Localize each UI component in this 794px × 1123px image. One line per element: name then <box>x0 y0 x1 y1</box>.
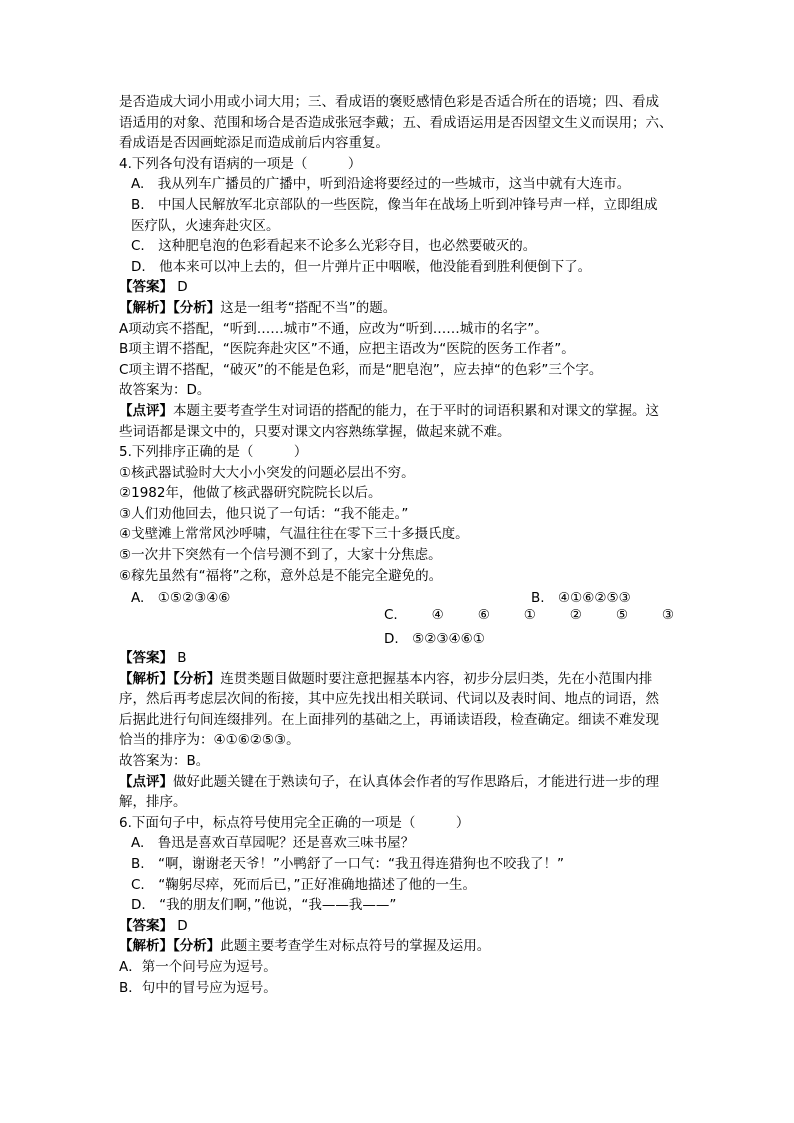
q5-options-ab <box>119 586 679 607</box>
q5-option-a: A. ①⑤②③④⑥ <box>131 590 231 607</box>
q6-analysis-line: A．第一个问号应为逗号。 <box>119 958 277 975</box>
answer-tag: 【答案】 <box>119 279 173 296</box>
intro-line: 语适用的对象、范围和场合是否造成张冠李戴；五、看成语运用是否因望文生义而误用；六、 <box>119 114 673 131</box>
q6-analysis-line: B．句中的冒号应为逗号。 <box>119 979 277 996</box>
q5-analysis-line: 恰当的排序为：④①⑥②⑤③。 <box>119 732 300 749</box>
q4-option-c: C. 这种肥皂泡的色彩看起来不论多么光彩夺目，也必然要破灭的。 <box>131 238 537 255</box>
q5-item: ⑤一次井下突然有一个信号测不到了，大家十分焦虑。 <box>119 547 442 564</box>
intro-line: 看成语是否因画蛇添足而造成前后内容重复。 <box>119 135 389 152</box>
q5-analysis-line: 序，然后再考虑层次间的衔接，其中应先找出相关联词、代词以及表时间、地点的词语，然 <box>119 691 659 708</box>
q4-option-d: D. 他本来可以冲上去的，但一片弹片正中咽喉，他没能看到胜利便倒下了。 <box>131 258 592 275</box>
answer-value: D <box>177 917 188 934</box>
q6-option-c: C. “鞠躬尽瘁，死而后已，”正好准确地描述了他的一生。 <box>131 876 476 893</box>
comment-text: 做好此题关键在于熟读句子，在认真体会作者的写作思路后，才能进行进一步的理 <box>173 773 659 790</box>
q5-option-c-seq: ⑥ <box>477 606 490 623</box>
q5-comment-line: 解，排序。 <box>119 794 187 811</box>
q5-option-d-row <box>119 627 679 648</box>
answer-value: D <box>177 279 188 296</box>
answer-tag: 【答案】 <box>119 917 173 934</box>
page-content <box>119 92 679 998</box>
q4-comment <box>119 401 679 422</box>
q6-option-d: D. “我的朋友们啊，”他说，“我——我——” <box>131 897 397 914</box>
q5-option-c-seq: ① <box>523 606 536 623</box>
answer-value: B <box>177 650 187 667</box>
analysis-text: 此题主要考查学生对标点符号的掌握及运用。 <box>220 938 491 955</box>
analysis-tag: 【解析】【分析】 <box>119 299 221 316</box>
analysis-text: 连贯类题目做题时要注意把握基本内容，初步分层归类，先在小范围内排 <box>220 670 653 687</box>
question-6-stem: 6.下面句子中，标点符号使用完全正确的一项是（ ） <box>119 814 470 831</box>
comment-tag: 【点评】 <box>119 773 173 790</box>
intro-line: 是否造成大词小用或小词大用；三、看成语的褒贬感情色彩是否适合所在的语境；四、看成 <box>119 94 659 110</box>
q4-answer <box>119 277 679 298</box>
q6-analysis <box>119 936 679 957</box>
q5-option-c-seq: ③ <box>661 606 674 623</box>
analysis-tag: 【解析】【分析】 <box>119 670 221 687</box>
q4-analysis-line: A项动宾不搭配，“听到……城市”不通，应改为“听到……城市的名字”。 <box>119 320 548 337</box>
comment-tag: 【点评】 <box>119 402 173 419</box>
q4-option-b: B. 中国人民解放军北京部队的一些医院，像当年在战场上听到冲锋号声一样，立即组成 <box>131 196 658 213</box>
q5-comment <box>119 772 679 793</box>
q5-option-c-seq: ② <box>569 606 582 623</box>
analysis-text: 这是一组考“搭配不当”的题。 <box>220 299 397 316</box>
q6-option-b: B. “啊，谢谢老天爷！”小鸭舒了一口气：“我丑得连猎狗也不咬我了！” <box>131 855 565 872</box>
q5-analysis <box>119 669 679 690</box>
q4-comment-line: 些词语都是课文中的，只要对课文内容熟练掌握，做起来就不难。 <box>119 423 511 440</box>
q5-option-d: D. ⑤②③④⑥① <box>384 631 485 648</box>
q4-analysis-line: B项主谓不搭配，“医院奔赴灾区”不通，应把主语改为“医院的医务工作者”。 <box>119 341 575 358</box>
q5-item: ③人们劝他回去，他只说了一句话：“我不能走。” <box>119 505 409 522</box>
question-5-stem: 5.下列排序正确的是（ ） <box>119 444 308 461</box>
q5-item: ⑥稼先虽然有“福将”之称，意外总是不能完全避免的。 <box>119 567 443 584</box>
q5-option-c-label: C. <box>384 606 398 623</box>
q6-option-a: A. 鲁迅是喜欢百草园呢？还是喜欢三味书屋？ <box>131 835 415 852</box>
comment-text: 本题主要考查学生对词语的搭配的能力，在于平时的词语积累和对课文的掌握。这 <box>173 402 659 419</box>
q5-item: ②1982年，他做了核武器研究院院长以后。 <box>119 485 382 502</box>
question-4-stem: 4.下列各句没有语病的一项是（ ） <box>119 155 362 172</box>
q5-option-c-seq: ⑤ <box>615 606 628 623</box>
q4-option-b-cont: 医疗队，火速奔赴灾区。 <box>131 217 280 234</box>
q5-item: ④戈壁滩上常常风沙呼啸，气温往往在零下三十多摄氏度。 <box>119 526 469 543</box>
q5-option-c <box>119 607 679 628</box>
q4-analysis-line: 故答案为：D。 <box>119 382 211 399</box>
q6-answer <box>119 916 679 937</box>
q5-item: ①核武器试验时大大小小突发的问题必层出不穷。 <box>119 464 415 481</box>
q5-answer <box>119 648 679 669</box>
q5-option-c-seq: ④ <box>431 606 444 623</box>
analysis-tag: 【解析】【分析】 <box>119 938 221 955</box>
q4-analysis-line: C项主谓不搭配，“破灭”的不能是色彩，而是“肥皂泡”，应去掉“的色彩”三个字。 <box>119 361 603 378</box>
q4-analysis <box>119 298 679 319</box>
q5-analysis-line: 故答案为：B。 <box>119 753 210 769</box>
q4-option-a: A. 我从列车广播员的广播中，听到沿途将要经过的一些城市，这当中就有大连市。 <box>131 176 631 193</box>
q5-option-b: B. ④①⑥②⑤③ <box>531 590 631 607</box>
answer-tag: 【答案】 <box>119 650 173 667</box>
q5-analysis-line: 后据此进行句间连缀排列。在上面排列的基础之上，再诵读语段，检查确定。细读不难发现 <box>119 711 659 728</box>
